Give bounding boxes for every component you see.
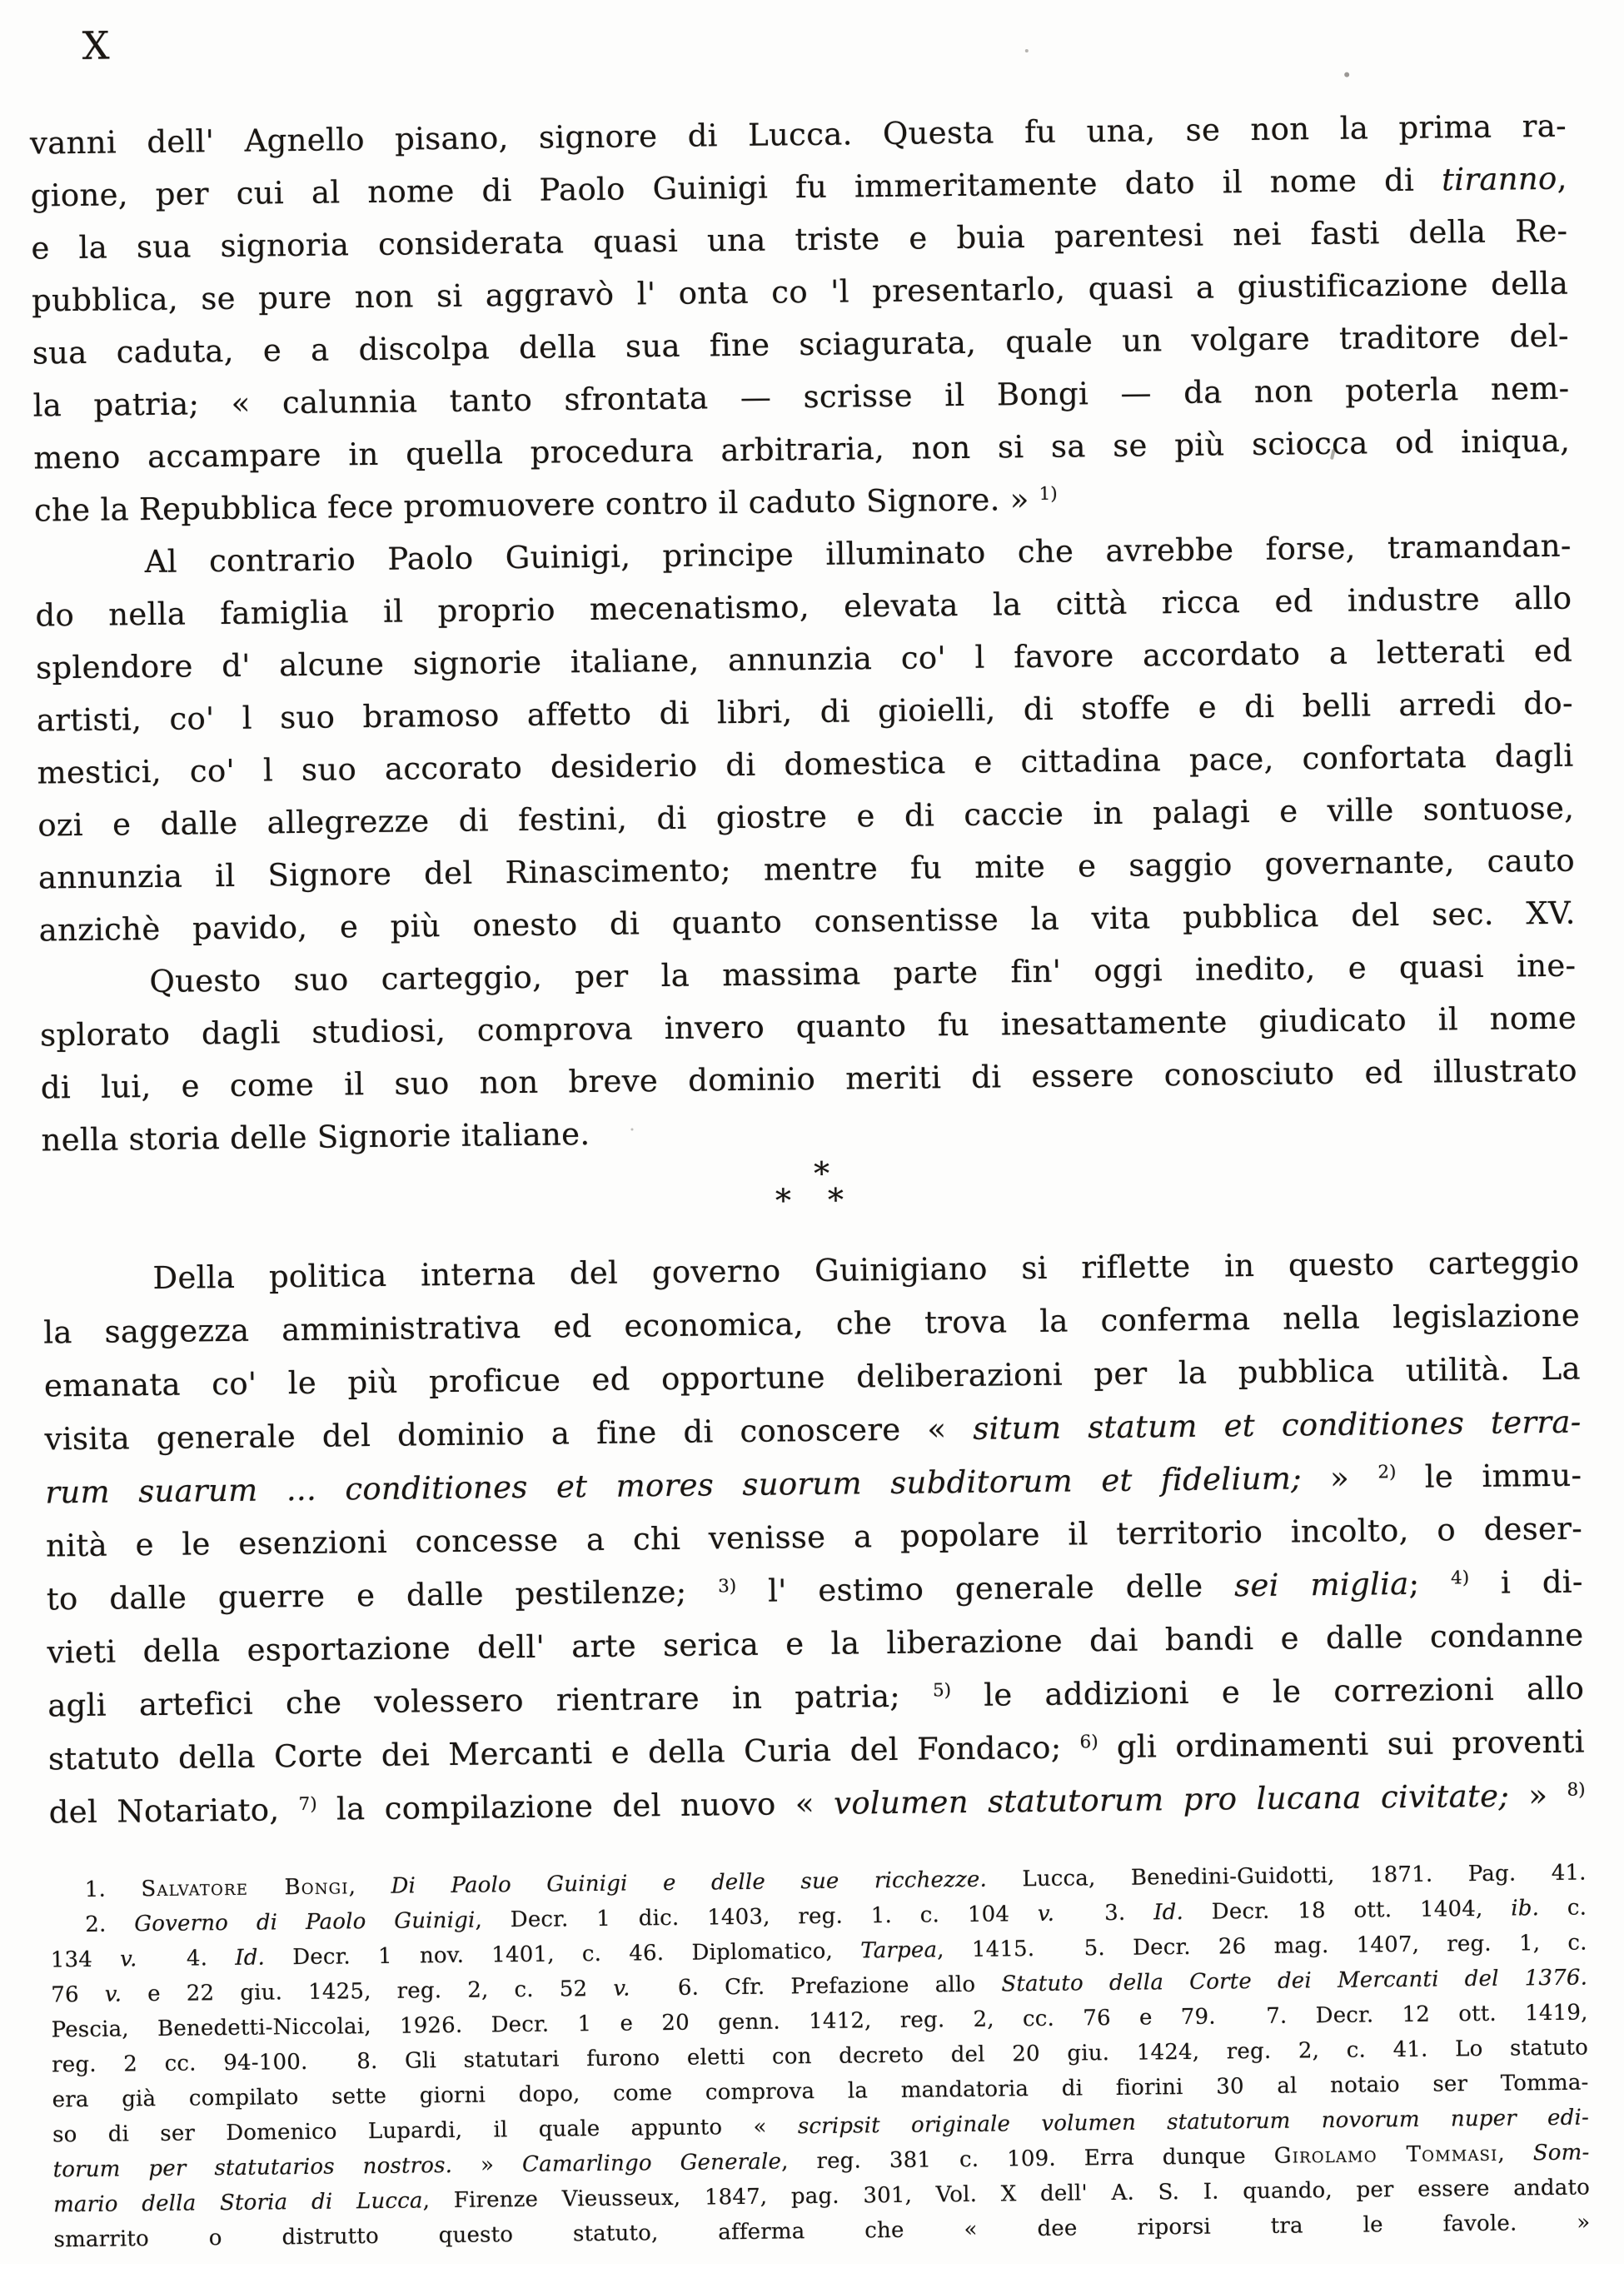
main-text-block [30, 100, 1586, 1840]
text-line: Della politica interna del governo Guinigiano si riflette in questo carteggio [152, 1244, 1580, 1296]
text-line: di lui, e come il suo non breve dominio meriti di essere conosciuto ed illustrato [40, 1052, 1578, 1106]
footnote-line: Pescia, Benedetti-Niccolai, 1926. Decr. 1 e 20 genn. 1412, reg. 2, cc. 76 e 79. 7. Decr. 12 ott. 1419, [51, 2000, 1588, 2043]
footnote-line: mario della Storia di Lucca, Firenze Vieusseux, 1847, pag. 301, Vol. X dell' A. S. I. quando, per essere andato [52, 2175, 1591, 2218]
page-number: X [82, 22, 110, 68]
text-line: la patria; « calunnia tanto sfrontata — scrisse il Bongi — da non poterla nem- [32, 370, 1570, 424]
footnote-line: 2. Governo di Paolo Guinigi, Decr. 1 dic. 1403, reg. 1. c. 104 v. 3. Id. Decr. 18 ott. 1404, ib. c. [85, 1895, 1587, 1937]
text-line: Questo suo carteggio, per la massima parte fin' oggi inedito, e quasi ine- [149, 947, 1577, 1000]
text-line: e la sua signoria considerata quasi una triste e buia parentesi nei fasti della Re- [31, 212, 1568, 267]
scan-speck [1025, 49, 1029, 52]
text-line: agli artefici che volessero rientrare in patria; $^{5)}$ le addizioni e le correzioni allo [47, 1670, 1585, 1724]
text-line: do nella famiglia il proprio mecenatismo, elevata la città ricca ed industre allo [35, 580, 1572, 634]
text-line: annunzia il Signore del Rinascimento; mentre fu mite e saggio governante, cauto [37, 842, 1576, 896]
text-line: artisti, co' l suo bramoso affetto di libri, di gioielli, di stoffe e di belli arredi do- [36, 685, 1574, 739]
text-line: sua caduta, e a discolpa della sua fine sciagurata, quale un volgare traditore del- [32, 317, 1570, 371]
text-line: Al contrario Paolo Guinigi, principe illuminato che avrebbe forse, tramandan- [144, 527, 1572, 581]
text-line: vanni dell' Agnello pisano, signore di Lucca. Questa fu una, se non la prima ra- [29, 107, 1567, 162]
text-line: nità e le esenzioni concesse a chi venisse a popolare il territorio incolto, o deser- [45, 1510, 1583, 1564]
footnote-line: era già compilato sette giorni dopo, come comprova la mandatoria di fiorini 30 al notaio ser Tomma- [52, 2070, 1589, 2113]
footnote-block [50, 1856, 1591, 2258]
asterism-row: * [813, 1154, 830, 1192]
footnote-line: 134 v. 4. Id. Decr. 1 nov. 1401, c. 46. Diplomatico, Tarpea, 1415. 5. Decr. 26 mag. 1407, reg. 1, c. [50, 1930, 1587, 1973]
text-line: anzichè pavido, e più onesto di quanto consentisse la vita pubblica del sec. XV. [38, 895, 1576, 949]
footnote-line: 1. Salvatore Bongi, Di Paolo Guinigi e delle sue ricchezze. Lucca, Benedini-Guidotti, 1871. Pag. 41. [84, 1860, 1587, 1902]
text-line: rum suarum ... conditiones et mores suorum subditorum et fidelium; » $^{2)}$ le immu- [45, 1457, 1582, 1511]
text-line: vieti della esportazione dell' arte serica e la liberazione dai bandi e dalle condanne [47, 1617, 1584, 1671]
footnote-line: 76 v. e 22 giu. 1425, reg. 2, c. 52 v. 6. Cfr. Prefazione allo Statuto della Corte dei Mercanti del 1376. [51, 1965, 1588, 2008]
text-line: splorato dagli studiosi, comprova invero quanto fu inesattamente giudicato il nome [39, 999, 1577, 1054]
text-line: ozi e dalle allegrezze di festini, di giostre e di caccie in palagi e ville sontuose, [37, 790, 1575, 844]
text-line: splendore d' alcune signorie italiane, annunzia co' l favore accordato a letterati ed [35, 632, 1573, 686]
text-line: la saggezza amministrativa ed economica, che trova la conferma nella legislazione [42, 1297, 1581, 1351]
scan-speck [1344, 72, 1349, 77]
text-line: che la Repubblica fece promuovere contro il caduto Signore. » $^{1)}$ [33, 481, 1058, 529]
text-line: gione, per cui al nome di Paolo Guinigi fu immeritamente dato il nome di tiranno, [30, 160, 1567, 214]
footnote-line: smarrito o distrutto questo statuto, afferma che « dee riporsi tra le favole. » [53, 2210, 1591, 2253]
text-line: visita generale del dominio a fine di conoscere « situm statum et conditiones terra- [44, 1403, 1582, 1458]
text-line: nella storia delle Signorie italiane. [41, 1116, 590, 1159]
footnote-line: so di ser Domenico Lupardi, il quale appunto « scripsit originale volumen statutorum novorum nuper edi- [52, 2105, 1590, 2148]
text-line: mestici, co' l suo accorato desiderio di domestica e cittadina pace, confortata dagli [37, 737, 1574, 791]
scan-speck [630, 1128, 633, 1130]
text-line: to dalle guerre e dalle pestilenze; $^{3)}$ l' estimo generale delle sei miglia; $^{4)}$ i di- [46, 1563, 1583, 1618]
text-line: statuto della Corte dei Mercanti e della Curia del Fondaco; $^{6)}$ gli ordinamenti sui proventi [47, 1723, 1586, 1777]
text-line: emanata co' le più proficue ed opportune deliberazioni per la pubblica utilità. La [43, 1350, 1582, 1404]
text-line: del Notariato, $^{7)}$ la compilazione del nuovo « volumen statutorum pro lucana civitate; » $^{8)}$ [48, 1777, 1586, 1831]
text-line: pubblica, se pure non si aggravò l' onta co 'l presentarlo, quasi a giustificazione della [31, 265, 1569, 319]
footnote-line: reg. 2 cc. 94-100. 8. Gli statutari furono eletti con decreto del 20 giu. 1424, reg. 2, c. 41. Lo statuto [52, 2035, 1589, 2078]
asterism-row: * * [775, 1181, 846, 1219]
footnote-line: torum per statutarios nostros. » Camarlingo Generale, reg. 381 c. 109. Erra dunque Girolamo Tommasi, Som- [52, 2140, 1590, 2183]
text-line: meno accampare in quella procedura arbitraria, non si sa se più sciocca od iniqua, [33, 422, 1571, 476]
